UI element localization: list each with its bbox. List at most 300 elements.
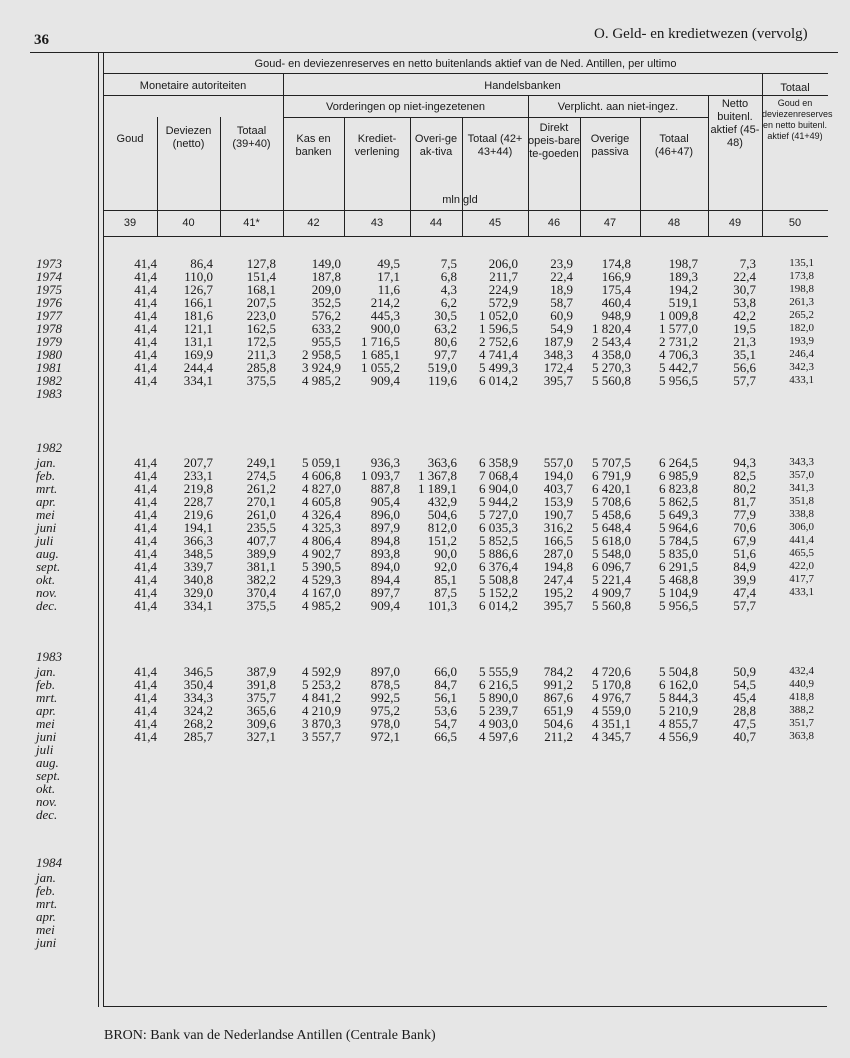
table-cell: 287,0 xyxy=(543,546,573,561)
table-cell: 329,0 xyxy=(183,585,213,600)
column-number-40: 40 xyxy=(182,217,195,229)
table-cell: 21,3 xyxy=(733,334,756,349)
table-cell: 900,0 xyxy=(370,321,400,336)
table-cell: 70,6 xyxy=(733,520,756,535)
table-cell: 97,7 xyxy=(434,347,457,362)
column-number-42: 42 xyxy=(307,217,320,229)
table-cell: 41,4 xyxy=(134,703,157,718)
table-cell: 5 239,7 xyxy=(479,703,518,718)
table-cell: 149,0 xyxy=(311,256,341,271)
table-cell: 135,1 xyxy=(789,257,814,269)
month-label: juni xyxy=(36,935,57,950)
table-cell: 39,9 xyxy=(733,572,756,587)
year-label-1973: 1973 xyxy=(36,256,62,271)
table-cell: 4 827,0 xyxy=(302,481,341,496)
table-cell: 121,1 xyxy=(183,321,213,336)
table-cell: 1 055,2 xyxy=(361,360,400,375)
table-cell: 340,8 xyxy=(183,572,213,587)
table-cell: 41,4 xyxy=(134,598,157,613)
table-cell: 60,9 xyxy=(550,308,573,323)
table-cell: 84,7 xyxy=(434,677,457,692)
table-cell: 5 956,5 xyxy=(659,598,698,613)
table-cell: 30,7 xyxy=(733,282,756,297)
table-cell: 905,4 xyxy=(370,494,400,509)
table-cell: 896,0 xyxy=(370,507,400,522)
table-cell: 6 823,8 xyxy=(659,481,698,496)
table-cell: 67,9 xyxy=(733,533,756,548)
table-cell: 633,2 xyxy=(311,321,341,336)
table-cell: 6 376,4 xyxy=(479,559,518,574)
month-label: juli xyxy=(36,533,54,548)
table-cell: 5 844,3 xyxy=(659,690,698,705)
month-label: mei xyxy=(36,922,55,937)
month-row-1983 xyxy=(0,782,850,795)
month-label: mrt. xyxy=(36,896,58,911)
table-cell: 948,9 xyxy=(601,308,631,323)
table-cell: 41,4 xyxy=(134,677,157,692)
annual-row xyxy=(0,335,850,348)
table-cell: 56,6 xyxy=(733,360,756,375)
table-cell: 4 597,6 xyxy=(479,729,518,744)
table-cell: 978,0 xyxy=(370,716,400,731)
table-cell: 4 706,3 xyxy=(659,347,698,362)
table-cell: 5 170,8 xyxy=(592,677,631,692)
table-cell: 172,4 xyxy=(543,360,573,375)
header-handelsbanken: Handelsbanken xyxy=(484,80,561,92)
month-row-1983 xyxy=(0,743,850,756)
table-cell: 1 716,5 xyxy=(361,334,400,349)
table-cell: 211,7 xyxy=(489,269,518,284)
table-cell: 151,4 xyxy=(246,269,276,284)
table-cell: 41,4 xyxy=(134,520,157,535)
table-cell: 224,9 xyxy=(488,282,518,297)
table-cell: 375,7 xyxy=(246,690,276,705)
table-cell: 389,9 xyxy=(246,546,276,561)
table-cell: 441,4 xyxy=(789,534,814,546)
year-label-1980: 1980 xyxy=(36,347,62,362)
month-row-1982 xyxy=(0,573,850,586)
month-row-1982 xyxy=(0,495,850,508)
table-cell: 417,7 xyxy=(789,573,814,585)
table-cell: 893,8 xyxy=(370,546,400,561)
table-cell: 7,3 xyxy=(739,256,756,271)
table-cell: 41,4 xyxy=(134,308,157,323)
year-label-1976: 1976 xyxy=(36,295,62,310)
table-cell: 85,1 xyxy=(434,572,457,587)
month-label: sept. xyxy=(36,559,61,574)
table-cell: 4 605,8 xyxy=(302,494,341,509)
table-cell: 5 468,8 xyxy=(659,572,698,587)
table-cell: 4 529,3 xyxy=(302,572,341,587)
table-cell: 54,9 xyxy=(550,321,573,336)
table-cell: 557,0 xyxy=(543,455,573,470)
table-cell: 189,3 xyxy=(668,269,698,284)
table-cell: 54,5 xyxy=(733,677,756,692)
month-label: juni xyxy=(36,520,57,535)
table-cell: 23,9 xyxy=(550,256,573,271)
table-cell: 54,7 xyxy=(434,716,457,731)
table-cell: 5 152,2 xyxy=(479,585,518,600)
month-row-1983 xyxy=(0,808,850,821)
table-cell: 5 964,6 xyxy=(659,520,698,535)
table-cell: 897,0 xyxy=(370,664,400,679)
month-label: nov. xyxy=(36,794,58,809)
table-cell: 249,1 xyxy=(246,455,276,470)
table-cell: 35,1 xyxy=(733,347,756,362)
table-cell: 975,2 xyxy=(370,703,400,718)
table-cell: 324,2 xyxy=(183,703,213,718)
table-cell: 991,2 xyxy=(543,677,573,692)
table-cell: 334,3 xyxy=(183,690,213,705)
table-cell: 403,7 xyxy=(543,481,573,496)
table-cell: 211,2 xyxy=(544,729,573,744)
table-cell: 18,9 xyxy=(550,282,573,297)
table-cell: 418,8 xyxy=(789,691,814,703)
table-cell: 343,3 xyxy=(789,456,814,468)
column-number-44: 44 xyxy=(429,217,443,229)
month-label: mrt. xyxy=(36,481,58,496)
table-cell: 387,9 xyxy=(246,664,276,679)
table-cell: 395,7 xyxy=(543,373,573,388)
table-cell: 395,7 xyxy=(543,598,573,613)
table-cell: 219,8 xyxy=(183,481,213,496)
table-cell: 1 009,8 xyxy=(659,308,698,323)
month-label: mrt. xyxy=(36,690,58,705)
table-cell: 41,4 xyxy=(134,559,157,574)
table-cell: 194,0 xyxy=(543,468,573,483)
month-row-1982 xyxy=(0,547,850,560)
month-label: aug. xyxy=(36,546,59,561)
table-cell: 101,3 xyxy=(427,598,457,613)
month-label: nov. xyxy=(36,585,58,600)
table-cell: 1 596,5 xyxy=(479,321,518,336)
table-cell: 81,7 xyxy=(733,494,756,509)
table-cell: 5 504,8 xyxy=(659,664,698,679)
header-monetaire: Monetaire autoriteiten xyxy=(139,80,247,92)
year-label-1982-monthly: 1982 xyxy=(36,440,62,455)
table-cell: 5 862,5 xyxy=(659,494,698,509)
table-cell: 268,2 xyxy=(183,716,213,731)
table-cell: 209,0 xyxy=(311,282,341,297)
table-cell: 992,5 xyxy=(370,690,400,705)
month-label: juli xyxy=(36,742,54,757)
table-cell: 166,1 xyxy=(183,295,213,310)
table-cell: 909,4 xyxy=(370,598,400,613)
table-cell: 5 548,0 xyxy=(592,546,631,561)
table-cell: 235,5 xyxy=(246,520,276,535)
table-cell: 6 264,5 xyxy=(659,455,698,470)
table-cell: 306,0 xyxy=(789,521,814,533)
table-cell: 166,9 xyxy=(601,269,631,284)
table-cell: 80,6 xyxy=(434,334,457,349)
source-note: BRON: Bank van de Nederlandse Antillen (Centrale Bank) xyxy=(104,1028,436,1043)
table-cell: 47,4 xyxy=(733,585,756,600)
month-label: dec. xyxy=(36,807,58,822)
table-cell: 6,8 xyxy=(440,269,457,284)
table-cell: 51,6 xyxy=(733,546,756,561)
column-number-46: 46 xyxy=(547,217,561,229)
table-cell: 339,7 xyxy=(183,559,213,574)
table-cell: 338,8 xyxy=(789,508,814,520)
table-cell: 4 976,7 xyxy=(592,690,631,705)
table-cell: 5 221,4 xyxy=(592,572,631,587)
month-row-1983 xyxy=(0,756,850,769)
table-cell: 84,9 xyxy=(733,559,756,574)
table-cell: 357,0 xyxy=(789,469,814,481)
column-header-44: Overi-ge ak-tiva xyxy=(414,133,458,158)
table-cell: 388,2 xyxy=(789,704,814,716)
table-cell: 5 508,8 xyxy=(479,572,518,587)
table-cell: 63,2 xyxy=(434,321,457,336)
column-number-49: 49 xyxy=(728,217,742,229)
month-label: apr. xyxy=(36,494,56,509)
table-cell: 465,5 xyxy=(789,547,814,559)
table-cell: 5 648,4 xyxy=(592,520,631,535)
table-cell: 1 367,8 xyxy=(418,468,457,483)
table-cell: 4 592,9 xyxy=(302,664,341,679)
table-cell: 169,9 xyxy=(183,347,213,362)
table-cell: 194,2 xyxy=(668,282,698,297)
table-cell: 80,2 xyxy=(733,481,756,496)
table-cell: 4 167,0 xyxy=(302,585,341,600)
month-label: mei xyxy=(36,716,55,731)
column-number-39: 39 xyxy=(123,217,137,229)
month-label: apr. xyxy=(36,909,56,924)
table-cell: 219,6 xyxy=(183,507,213,522)
table-cell: 41,4 xyxy=(134,282,157,297)
table-cell: 166,5 xyxy=(543,533,573,548)
table-cell: 206,0 xyxy=(488,256,518,271)
column-header-46: Direkt opeis-bare te-goeden xyxy=(528,122,580,160)
table-cell: 5 784,5 xyxy=(659,533,698,548)
table-cell: 878,5 xyxy=(370,677,400,692)
table-cell: 5 727,0 xyxy=(479,507,518,522)
header-vorderingen: Vorderingen op niet-ingezetenen xyxy=(325,101,485,113)
column-header-40: Deviezen (netto) xyxy=(165,125,212,150)
table-cell: 4 345,7 xyxy=(592,729,631,744)
table-cell: 41,4 xyxy=(134,373,157,388)
table-cell: 3 924,9 xyxy=(302,360,341,375)
table-cell: 460,4 xyxy=(601,295,631,310)
column-header-43: Krediet-verlening xyxy=(354,133,400,158)
table-cell: 270,1 xyxy=(246,494,276,509)
table-cell: 5 956,5 xyxy=(659,373,698,388)
table-cell: 119,6 xyxy=(428,373,457,388)
annual-row xyxy=(0,296,850,309)
table-cell: 285,8 xyxy=(246,360,276,375)
month-label: feb. xyxy=(36,677,56,692)
table-cell: 56,1 xyxy=(434,690,457,705)
table-cell: 261,0 xyxy=(246,507,276,522)
table-cell: 6 291,5 xyxy=(659,559,698,574)
table-cell: 41,4 xyxy=(134,546,157,561)
month-row-1982 xyxy=(0,482,850,495)
table-cell: 274,5 xyxy=(246,468,276,483)
table-cell: 391,8 xyxy=(246,677,276,692)
column-number-45: 45 xyxy=(488,217,502,229)
month-label: dec. xyxy=(36,598,58,613)
header-verplicht: Verplicht. aan niet-ingez. xyxy=(557,101,679,113)
table-cell: 887,8 xyxy=(370,481,400,496)
table-cell: 6 014,2 xyxy=(479,598,518,613)
table-cell: 50,9 xyxy=(733,664,756,679)
table-cell: 363,6 xyxy=(427,455,457,470)
table-cell: 445,3 xyxy=(370,308,400,323)
table-cell: 812,0 xyxy=(427,520,457,535)
table-cell: 6 216,5 xyxy=(479,677,518,692)
table-cell: 375,5 xyxy=(246,373,276,388)
table-cell: 41,4 xyxy=(134,690,157,705)
table-cell: 867,6 xyxy=(543,690,573,705)
year-label-1983: 1983 xyxy=(36,386,62,401)
year-label-1978: 1978 xyxy=(36,321,62,336)
table-cell: 187,8 xyxy=(311,269,341,284)
table-cell: 82,5 xyxy=(733,468,756,483)
table-cell: 173,8 xyxy=(789,270,814,282)
table-cell: 381,1 xyxy=(246,559,276,574)
table-cell: 972,1 xyxy=(370,729,400,744)
annual-row xyxy=(0,283,850,296)
table-cell: 127,8 xyxy=(246,256,276,271)
table-cell: 207,5 xyxy=(246,295,276,310)
month-row-1983 xyxy=(0,717,850,730)
table-cell: 53,6 xyxy=(434,703,457,718)
table-cell: 49,5 xyxy=(377,256,400,271)
table-cell: 40,7 xyxy=(733,729,756,744)
table-cell: 6 014,2 xyxy=(479,373,518,388)
table-cell: 334,1 xyxy=(183,373,213,388)
table-cell: 41,4 xyxy=(134,347,157,362)
table-cell: 4 358,0 xyxy=(592,347,631,362)
table-cell: 5 442,7 xyxy=(659,360,698,375)
table-cell: 41,4 xyxy=(134,533,157,548)
table-cell: 309,6 xyxy=(246,716,276,731)
month-row-1983 xyxy=(0,691,850,704)
month-row-1982 xyxy=(0,599,850,612)
month-row-1983 xyxy=(0,704,850,717)
table-cell: 193,9 xyxy=(789,335,814,347)
year-label-1974: 1974 xyxy=(36,269,62,284)
year-label-1977: 1977 xyxy=(36,308,62,323)
table-cell: 348,5 xyxy=(183,546,213,561)
month-label: jan. xyxy=(36,664,56,679)
month-row-1982 xyxy=(0,521,850,534)
table-cell: 151,2 xyxy=(427,533,457,548)
table-cell: 90,0 xyxy=(434,546,457,561)
table-cell: 244,4 xyxy=(183,360,213,375)
month-row-1982 xyxy=(0,508,850,521)
table-cell: 1 093,7 xyxy=(361,468,400,483)
table-cell: 198,8 xyxy=(789,283,814,295)
table-cell: 6 985,9 xyxy=(659,468,698,483)
month-label: sept. xyxy=(36,768,61,783)
table-cell: 363,8 xyxy=(789,730,814,742)
table-cell: 4 741,4 xyxy=(479,347,518,362)
table-cell: 342,3 xyxy=(789,361,814,373)
table-cell: 45,4 xyxy=(733,690,756,705)
table-cell: 285,7 xyxy=(183,729,213,744)
table-cell: 316,2 xyxy=(543,520,573,535)
table-cell: 47,5 xyxy=(733,716,756,731)
table-cell: 214,2 xyxy=(370,295,400,310)
table-cell: 66,0 xyxy=(434,664,457,679)
table-cell: 5 270,3 xyxy=(592,360,631,375)
month-row-1983 xyxy=(0,795,850,808)
table-cell: 22,4 xyxy=(550,269,573,284)
table-cell: 174,8 xyxy=(601,256,631,271)
table-cell: 2 752,6 xyxy=(479,334,518,349)
month-row-1983 xyxy=(0,678,850,691)
year-label-1979: 1979 xyxy=(36,334,62,349)
column-header-49: Netto buitenl. aktief (45-48) xyxy=(710,98,760,149)
table-cell: 5 458,6 xyxy=(592,507,631,522)
table-cell: 4 855,7 xyxy=(659,716,698,731)
table-cell: 504,6 xyxy=(543,716,573,731)
table-cell: 894,0 xyxy=(370,559,400,574)
table-cell: 4 326,4 xyxy=(302,507,341,522)
year-label-1982: 1982 xyxy=(36,373,62,388)
column-header-47: Overige passiva xyxy=(590,133,630,158)
table-cell: 2 543,4 xyxy=(592,334,631,349)
table-cell: 66,5 xyxy=(434,729,457,744)
month-row-1982 xyxy=(0,560,850,573)
table-cell: 5 886,6 xyxy=(479,546,518,561)
table-cell: 5 560,8 xyxy=(592,598,631,613)
header-unit: mln gld xyxy=(442,194,478,206)
table-cell: 909,4 xyxy=(370,373,400,388)
table-cell: 5 560,8 xyxy=(592,373,631,388)
table-cell: 6 035,3 xyxy=(479,520,518,535)
table-cell: 261,3 xyxy=(789,296,814,308)
header-totaal-right: Totaal xyxy=(780,82,810,94)
table-cell: 41,4 xyxy=(134,455,157,470)
annual-row xyxy=(0,387,850,400)
month-label: jan. xyxy=(36,455,56,470)
year-label-1981: 1981 xyxy=(36,360,62,375)
table-cell: 5 059,1 xyxy=(302,455,341,470)
table-cell: 6 358,9 xyxy=(479,455,518,470)
column-header-48: Totaal (46+47) xyxy=(654,133,694,158)
table-cell: 187,9 xyxy=(543,334,573,349)
table-cell: 41,4 xyxy=(134,716,157,731)
table-cell: 6 791,9 xyxy=(592,468,631,483)
table-cell: 58,7 xyxy=(550,295,573,310)
table-cell: 57,7 xyxy=(733,373,756,388)
table-cell: 375,5 xyxy=(246,598,276,613)
table-cell: 41,4 xyxy=(134,321,157,336)
table-cell: 41,4 xyxy=(134,585,157,600)
year-label-1983-monthly: 1983 xyxy=(36,649,62,664)
annual-row xyxy=(0,257,850,270)
annual-row xyxy=(0,309,850,322)
column-header-41: Totaal (39+40) xyxy=(232,125,271,150)
table-cell: 153,9 xyxy=(543,494,573,509)
table-cell: 3 557,7 xyxy=(302,729,341,744)
table-cell: 5 390,5 xyxy=(302,559,341,574)
table-cell: 190,7 xyxy=(543,507,573,522)
table-cell: 350,4 xyxy=(183,677,213,692)
table-cell: 246,4 xyxy=(789,348,814,360)
year-label-1975: 1975 xyxy=(36,282,62,297)
table-cell: 897,9 xyxy=(370,520,400,535)
table-cell: 346,5 xyxy=(183,664,213,679)
table-cell: 5 618,0 xyxy=(592,533,631,548)
table-cell: 41,4 xyxy=(134,494,157,509)
table-cell: 17,1 xyxy=(377,269,400,284)
table-cell: 5 253,2 xyxy=(302,677,341,692)
table-cell: 57,7 xyxy=(733,598,756,613)
annual-row xyxy=(0,322,850,335)
